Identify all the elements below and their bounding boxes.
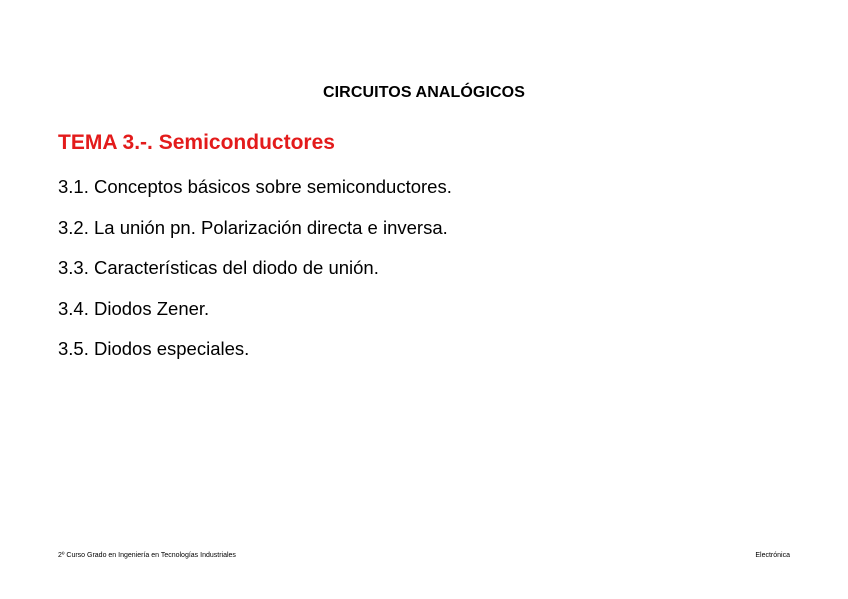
topic-outline [58, 175, 452, 378]
topic-title: TEMA 3.-. Semiconductores [58, 131, 335, 154]
outline-item: 3.5. Diodos especiales. [58, 338, 250, 359]
footer-course-label: 2º Curso Grado en Ingeniería en Tecnologías Industriales [58, 552, 236, 559]
course-title: CIRCUITOS ANALÓGICOS [322, 84, 525, 101]
outline-item: 3.3. Características del diodo de unión. [58, 257, 379, 278]
outline-item: 3.1. Conceptos básicos sobre semiconductores. [58, 176, 452, 197]
footer-subject-label: Electrónica [755, 552, 790, 559]
outline-item: 3.2. La unión pn. Polarización directa e inversa. [58, 216, 448, 238]
outline-item: 3.4. Diodos Zener. [58, 297, 210, 319]
